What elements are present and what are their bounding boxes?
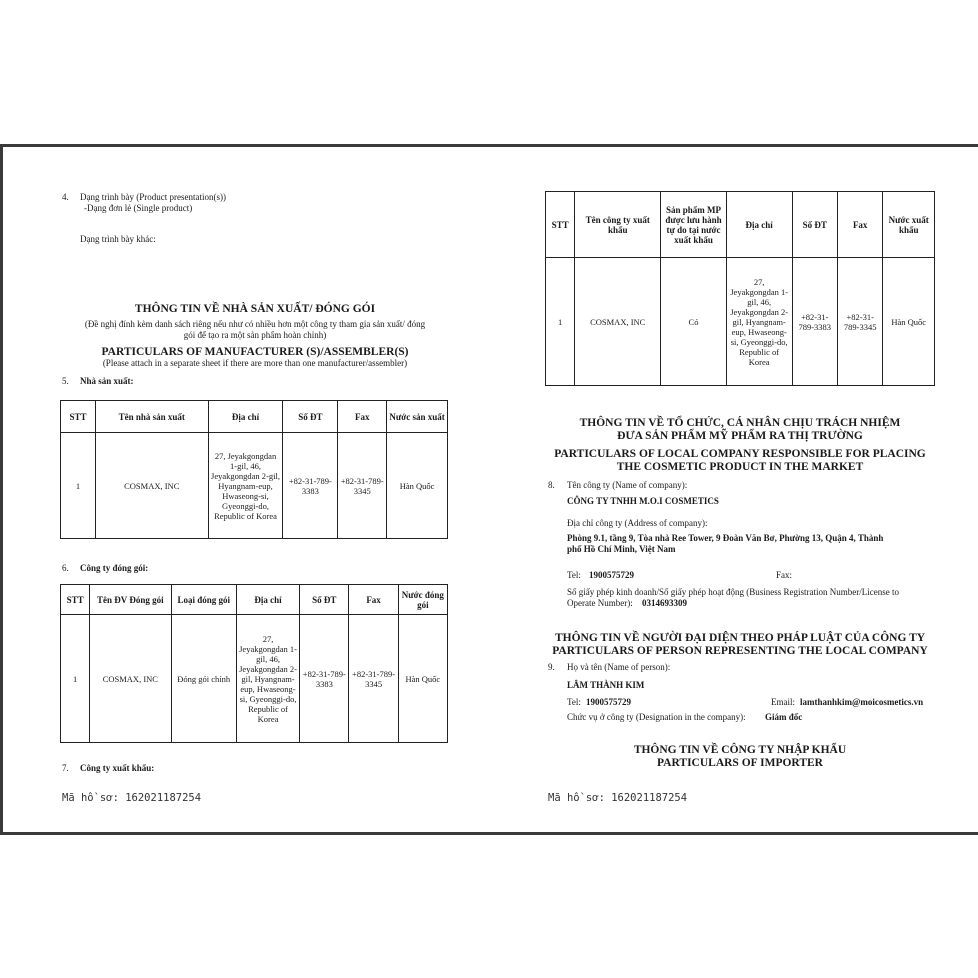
section-5-number: 5. [62, 376, 69, 386]
header-free-sale: Sản phẩm MP được lưu hành tự do tại nước xuất khẩu [661, 192, 727, 258]
tel-label: Tel: [567, 570, 581, 580]
exporter-table [545, 191, 935, 386]
cell-fax: +82-31-789-3345 [338, 433, 387, 539]
cell-country: Hàn Quốc [398, 615, 447, 743]
representative-title-en: PARTICULARS OF PERSON REPRESENTING THE LOCAL COMPANY [552, 645, 928, 657]
header-fax: Fax [349, 585, 398, 615]
cell-address: 27, Jeyakgongdan 1-gil, 46, Jeyakgongdan 2-gil, Hyangnam-eup, Hwaseong-si, Gyeonggi-do, Republic of Korea [236, 615, 299, 743]
cell-exporter-name: COSMAX, INC [575, 258, 661, 386]
header-stt: STT [61, 585, 90, 615]
dossier-code-left: Mã hồ sơ: 162021187254 [62, 792, 202, 804]
manufacturer-note-en: (Please attach in a separate sheet if there are more than one manufacturer/assembler) [102, 358, 408, 368]
manufacturer-note-vi-2: gói để tạo ra một sản phẩm hoàn chỉnh) [183, 330, 327, 340]
person-email: lamthanhkim@moicosmetics.vn [800, 697, 924, 707]
section-9-label: Họ và tên (Name of person): [567, 662, 671, 672]
cell-stt: 1 [61, 615, 90, 743]
local-company-title-en-1: PARTICULARS OF LOCAL COMPANY RESPONSIBLE FOR PLACING [554, 448, 926, 460]
packager-table [60, 584, 448, 743]
cell-packing-type: Đóng gói chính [171, 615, 236, 743]
local-company-title-vi-1: THÔNG TIN VỀ TỔ CHỨC, CÁ NHÂN CHỊU TRÁCH NHIỆM [579, 417, 901, 429]
local-company-title-en-2: THE COSMETIC PRODUCT IN THE MARKET [616, 461, 864, 473]
cell-fax: +82-31-789-3345 [349, 615, 398, 743]
dossier-code-right: Mã hồ sơ: 162021187254 [548, 792, 688, 804]
manufacturer-title-vi: THÔNG TIN VỀ NHÀ SẢN XUẤT/ ĐÓNG GÓI [134, 303, 376, 315]
cell-address: 27, Jeyakgongdan 1-gil, 46, Jeyakgongdan 2-gil, Hyangnam-eup, Hwaseong-si, Gyeonggi-do, Republic of Korea [208, 433, 283, 539]
table-row [61, 615, 448, 743]
section-7-number: 7. [62, 763, 69, 773]
header-address: Địa chỉ [236, 585, 299, 615]
license-label-2: Operate Number): [567, 598, 633, 608]
single-product-line: -Dạng đơn lẻ (Single product) [84, 203, 193, 213]
other-presentation-label: Dạng trình bày khác: [80, 234, 156, 244]
cell-phone: +82-31-789-3383 [792, 258, 837, 386]
company-tel: 1900575729 [589, 570, 634, 580]
cell-address: 27, Jeyakgongdan 1-gil, 46, Jeyakgongdan 2-gil, Hyangnam-eup, Hwaseong-si, Gyeonggi-do, Republic of Korea [726, 258, 792, 386]
license-number: 0314693309 [642, 598, 687, 608]
header-fax: Fax [837, 192, 882, 258]
table-row [61, 433, 448, 539]
header-stt: STT [61, 401, 96, 433]
fax-label: Fax: [776, 570, 793, 580]
importer-title-en: PARTICULARS OF IMPORTER [657, 757, 823, 769]
header-country: Nước đóng gói [398, 585, 447, 615]
header-packager-name: Tên ĐV Đóng gói [90, 585, 171, 615]
manufacturer-title-en: PARTICULARS OF MANUFACTURER (S)/ASSEMBLER(S) [101, 346, 409, 358]
section-8-number: 8. [548, 480, 555, 490]
designation-value: Giám đốc [765, 712, 803, 722]
section-5-label: Nhà sản xuất: [80, 376, 134, 386]
cell-country: Hàn Quốc [883, 258, 935, 386]
header-phone: Số ĐT [283, 401, 338, 433]
section-9-number: 9. [548, 662, 555, 672]
header-fax: Fax [338, 401, 387, 433]
section-4-number: 4. [62, 192, 69, 202]
section-6-label: Công ty đóng gói: [80, 563, 149, 573]
company-address-line-1: Phòng 9.1, tầng 9, Tòa nhà Ree Tower, 9 Đoàn Văn Bơ, Phường 13, Quận 4, Thành [567, 533, 884, 543]
cell-country: Hàn Quốc [387, 433, 448, 539]
cell-packager-name: COSMAX, INC [90, 615, 171, 743]
cell-free-sale: Có [661, 258, 727, 386]
page-top-border [0, 144, 978, 147]
cell-phone: +82-31-789-3383 [283, 433, 338, 539]
company-address-line-2: phố Hồ Chí Minh, Việt Nam [567, 544, 676, 554]
header-phone: Số ĐT [300, 585, 349, 615]
header-manufacturer-name: Tên nhà sản xuất [95, 401, 208, 433]
cell-phone: +82-31-789-3383 [300, 615, 349, 743]
section-6-number: 6. [62, 563, 69, 573]
section-8-label: Tên công ty (Name of company): [567, 480, 688, 490]
person-name: LÂM THÀNH KIM [567, 680, 645, 690]
person-tel-label: Tel: [567, 697, 581, 707]
importer-title-vi: THÔNG TIN VỀ CÔNG TY NHẬP KHẨU [633, 744, 847, 756]
designation-label: Chức vụ ở công ty (Designation in the company): [567, 712, 746, 722]
person-tel: 1900575729 [586, 697, 631, 707]
cell-stt: 1 [546, 258, 575, 386]
local-company-title-vi-2: ĐƯA SẢN PHẨM MỸ PHẨM RA THỊ TRƯỜNG [617, 430, 863, 442]
cell-stt: 1 [61, 433, 96, 539]
section-7-label: Công ty xuất khẩu: [80, 763, 155, 773]
license-label: Số giấy phép kinh doanh/Số giấy phép hoạt động (Business Registration Number/License to [567, 587, 899, 597]
section-4-label: Dạng trình bày (Product presentation(s)) [80, 192, 226, 202]
header-country: Nước sản xuất [387, 401, 448, 433]
header-stt: STT [546, 192, 575, 258]
manufacturer-table [60, 400, 448, 539]
header-exporter-name: Tên công ty xuất khẩu [575, 192, 661, 258]
header-address: Địa chỉ [208, 401, 283, 433]
table-row [546, 258, 935, 386]
header-packing-type: Loại đóng gói [171, 585, 236, 615]
header-phone: Số ĐT [792, 192, 837, 258]
page-left-border [0, 144, 3, 834]
representative-title-vi: THÔNG TIN VỀ NGƯỜI ĐẠI DIỆN THEO PHÁP LUẬT CỦA CÔNG TY [554, 632, 926, 644]
header-country: Nước xuất khẩu [883, 192, 935, 258]
header-address: Địa chỉ [726, 192, 792, 258]
manufacturer-note-vi-1: (Đề nghị đính kèm danh sách riêng nếu như có nhiều hơn một công ty tham gia sản xuất/ đóng [84, 319, 426, 329]
email-label: Email: [771, 697, 795, 707]
cell-fax: +82-31-789-3345 [837, 258, 882, 386]
cell-manufacturer-name: COSMAX, INC [95, 433, 208, 539]
company-name: CÔNG TY TNHH M.O.I COSMETICS [567, 496, 719, 506]
page-bottom-border [0, 832, 978, 835]
address-label: Địa chỉ công ty (Address of company): [567, 518, 708, 528]
